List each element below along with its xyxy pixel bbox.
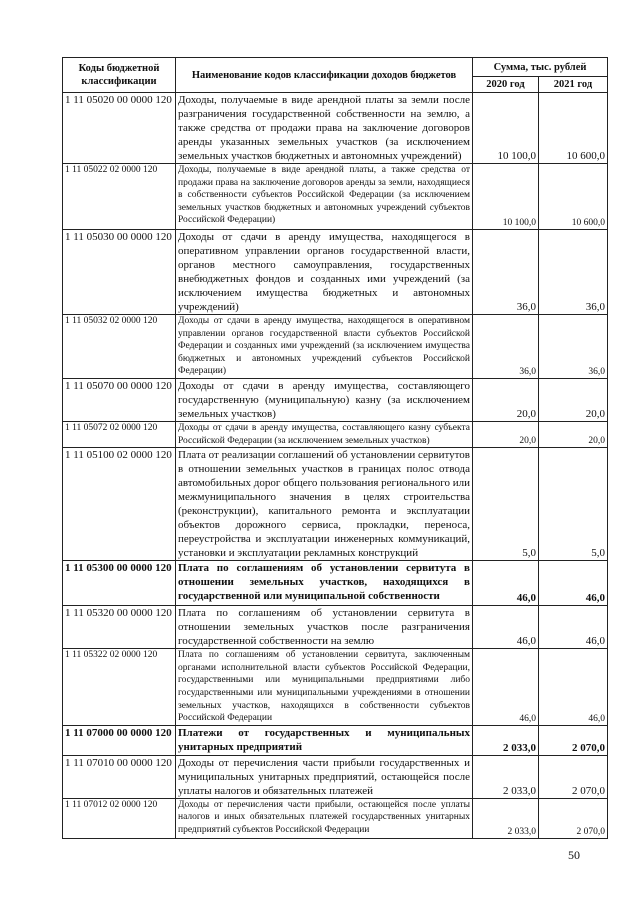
- table-row: [63, 315, 608, 379]
- row-code: 1 11 07000 00 0000 120: [63, 725, 176, 755]
- row-value-2021: 5,0: [539, 448, 608, 561]
- row-value-2021: 10 600,0: [539, 164, 608, 230]
- row-value-2020: 20,0: [473, 378, 539, 421]
- table-row: [63, 649, 608, 726]
- row-code: 1 11 05072 02 0000 120: [63, 421, 176, 447]
- row-name: Доходы от сдачи в аренду имущества, составляющего казну субъекта Российской Федерации (за исключением земельных участков): [176, 421, 473, 447]
- row-value-2020: 2 033,0: [473, 755, 539, 798]
- row-value-2021: 2 070,0: [539, 755, 608, 798]
- row-value-2020: 46,0: [473, 649, 539, 726]
- row-name: Платежи от государственных и муниципальных унитарных предприятий: [176, 725, 473, 755]
- row-value-2020: 5,0: [473, 448, 539, 561]
- row-name: Плата от реализации соглашений об установлении сервитутов в отношении земельных участков в границах полос отвода автомобильных дорог общего пользования регионального или межмуниципального значения в целях строительства (реконструкции), капитального ремонта и эксплуатации объектов дорожного сервиса, прокладки, переноса, переустройства и эксплуатации инженерных коммуникаций, установки и эксплуатации рекламных конструкций: [176, 448, 473, 561]
- row-value-2020: 36,0: [473, 230, 539, 315]
- row-code: 1 11 05322 02 0000 120: [63, 649, 176, 726]
- table-row: [63, 230, 608, 315]
- row-value-2021: 46,0: [539, 649, 608, 726]
- table-row: [63, 164, 608, 230]
- row-name: Доходы от сдачи в аренду имущества, находящегося в оперативном управлении органов государственной власти, органов местного самоуправления, государственных внебюджетных фондов и созданных ими учреждений (за исключением имущества бюджетных и автономных учреждений): [176, 230, 473, 315]
- row-value-2020: 10 100,0: [473, 164, 539, 230]
- row-value-2021: 46,0: [539, 561, 608, 606]
- row-code: 1 11 05100 02 0000 120: [63, 448, 176, 561]
- row-value-2021: 20,0: [539, 421, 608, 447]
- row-value-2020: 46,0: [473, 606, 539, 649]
- row-value-2021: 20,0: [539, 378, 608, 421]
- row-code: 1 11 05070 00 0000 120: [63, 378, 176, 421]
- header-name: Наименование кодов классификации доходов бюджетов: [176, 58, 473, 93]
- row-value-2020: 36,0: [473, 315, 539, 379]
- header-year-2020: 2020 год: [473, 77, 539, 93]
- table-row: [63, 561, 608, 606]
- row-code: 1 11 05032 02 0000 120: [63, 315, 176, 379]
- row-value-2020: 20,0: [473, 421, 539, 447]
- row-name: Доходы от перечисления части прибыли государственных и муниципальных унитарных предприятий, остающейся после уплаты налогов и обязательных платежей: [176, 755, 473, 798]
- revenue-table-page: [62, 57, 607, 839]
- table-row: [63, 93, 608, 164]
- table-row: [63, 421, 608, 447]
- row-value-2021: 46,0: [539, 606, 608, 649]
- row-value-2021: 2 070,0: [539, 725, 608, 755]
- table-row: [63, 725, 608, 755]
- table-row: [63, 606, 608, 649]
- row-name: Доходы от сдачи в аренду имущества, находящегося в оперативном управлении органов государственной власти субъектов Российской Федерации и созданных ими учреждений (за исключением имущества бюджетных и автономных учреждений субъектов Российской Федерации): [176, 315, 473, 379]
- row-value-2021: 2 070,0: [539, 798, 608, 838]
- row-name: Плата по соглашениям об установлении сервитута в отношении земельных участков, находящихся в государственной или муниципальной собственности: [176, 561, 473, 606]
- row-code: 1 11 05022 02 0000 120: [63, 164, 176, 230]
- row-name: Плата по соглашениям об установлении сервитута, заключенным органами исполнительной власти субъектов Российской Федерации, государственными или муниципальными предприятиями либо государственными или муниципальными учреждениями в отношении земельных участков, находящихся в собственности субъектов Российской Федерации: [176, 649, 473, 726]
- row-value-2021: 36,0: [539, 230, 608, 315]
- table-row: [63, 798, 608, 838]
- row-code: 1 11 05030 00 0000 120: [63, 230, 176, 315]
- row-value-2020: 2 033,0: [473, 798, 539, 838]
- row-name: Доходы от перечисления части прибыли, остающейся после уплаты налогов и иных обязательных платежей государственных унитарных предприятий субъектов Российской Федерации: [176, 798, 473, 838]
- page-number: 50: [568, 848, 580, 862]
- row-value-2020: 46,0: [473, 561, 539, 606]
- row-value-2021: 36,0: [539, 315, 608, 379]
- revenue-table: [62, 57, 608, 839]
- row-name: Доходы, получаемые в виде арендной платы, а также средства от продажи права на заключение договоров аренды за земли, находящиеся в собственности субъектов Российской Федерации (за исключением земельных участков бюджетных и автономных учреждений субъектов Российской Федерации): [176, 164, 473, 230]
- row-name: Доходы, получаемые в виде арендной платы за земли после разграничения государственной собственности на землю, а также средства от продажи права на заключение договоров аренды указанных земельных участков (за исключением земельных участков бюджетных и автономных учреждений): [176, 93, 473, 164]
- table-row: [63, 448, 608, 561]
- row-code: 1 11 05300 00 0000 120: [63, 561, 176, 606]
- row-value-2020: 2 033,0: [473, 725, 539, 755]
- header-year-2021: 2021 год: [539, 77, 608, 93]
- row-code: 1 11 07010 00 0000 120: [63, 755, 176, 798]
- table-row: [63, 755, 608, 798]
- row-code: 1 11 05020 00 0000 120: [63, 93, 176, 164]
- row-value-2021: 10 600,0: [539, 93, 608, 164]
- header-sum: Сумма, тыс. рублей: [473, 58, 608, 77]
- header-codes: Коды бюджетной классификации: [63, 58, 176, 93]
- row-code: 1 11 07012 02 0000 120: [63, 798, 176, 838]
- row-value-2020: 10 100,0: [473, 93, 539, 164]
- row-name: Доходы от сдачи в аренду имущества, составляющего государственную (муниципальную) казну (за исключением земельных участков): [176, 378, 473, 421]
- table-row: [63, 378, 608, 421]
- row-code: 1 11 05320 00 0000 120: [63, 606, 176, 649]
- row-name: Плата по соглашениям об установлении сервитута в отношении земельных участков после разграничения государственной собственности на землю: [176, 606, 473, 649]
